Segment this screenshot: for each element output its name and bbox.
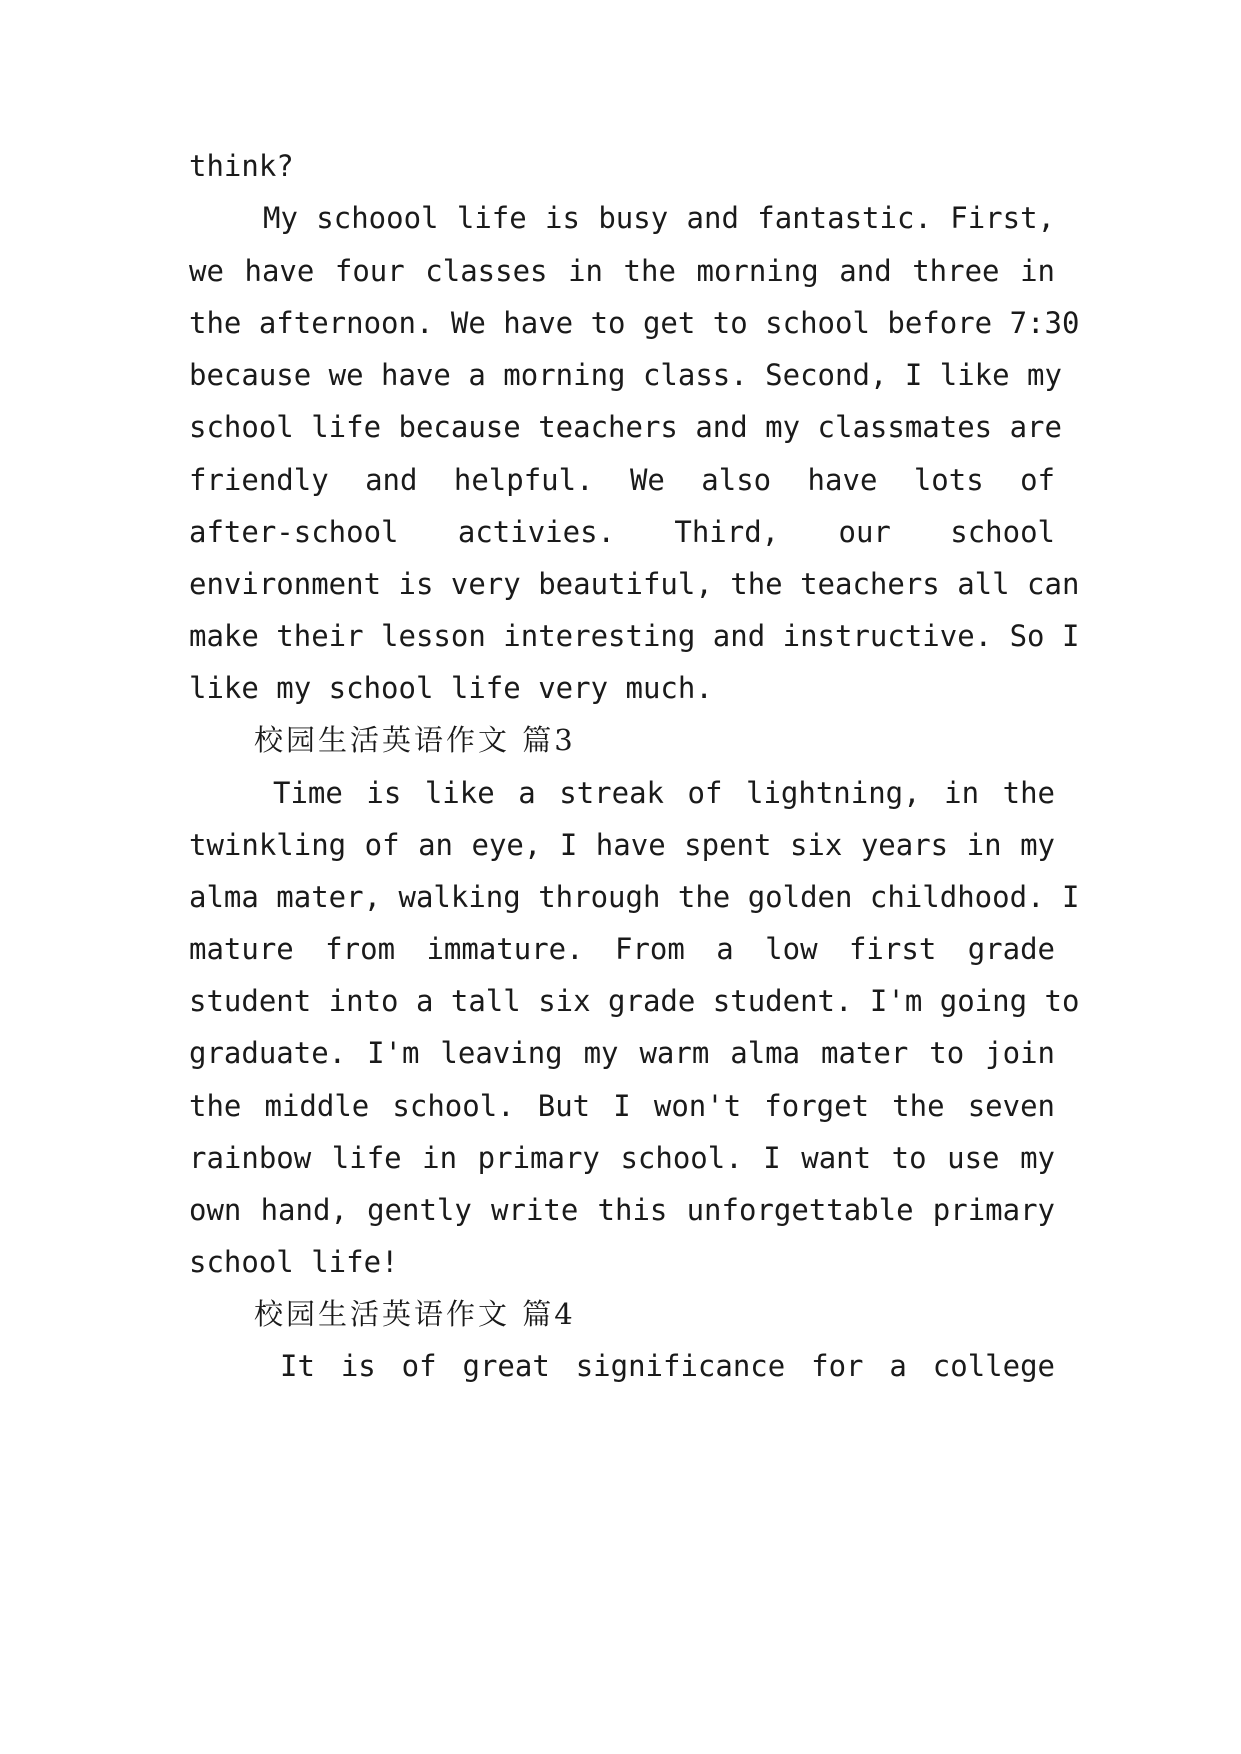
text-line: rainbow life in primary school. I want to use my [189, 1141, 1055, 1175]
text-line: twinkling of an eye, I have spent six years in my [189, 828, 1055, 862]
text-line: own hand, gently write this unforgettable primary [189, 1193, 1055, 1227]
text-line: the afternoon. We have to get to school before 7:30 [189, 306, 1080, 340]
text-line: mature from immature. From a low first grade [189, 932, 1055, 966]
paragraph-first-line: Time is like a streak of lightning, in the [273, 776, 1055, 810]
paragraph-first-line: It is of great significance for a college [280, 1349, 1055, 1383]
section-heading: 校园生活英语作文 篇3 [254, 723, 576, 757]
text-line: alma mater, walking through the golden childhood. I [189, 880, 1080, 914]
paragraph-last-line: like my school life very much. [189, 671, 713, 705]
text-line: school life because teachers and my classmates are [189, 410, 1062, 444]
text-line: after-school activies. Third, our school [189, 515, 1055, 549]
text-line: make their lesson interesting and instructive. So I [189, 619, 1080, 653]
text-line: think? [189, 149, 294, 183]
text-line: environment is very beautiful, the teachers all can [189, 567, 1080, 601]
text-line: the middle school. But I won't forget the seven [189, 1089, 1055, 1123]
text-line: graduate. I'm leaving my warm alma mater to join [189, 1036, 1055, 1070]
text-line: because we have a morning class. Second, I like my [189, 358, 1062, 392]
section-heading: 校园生活英语作文 篇4 [254, 1297, 576, 1331]
text-line: friendly and helpful. We also have lots of [189, 463, 1055, 497]
text-line: we have four classes in the morning and three in [189, 254, 1055, 288]
text-line: student into a tall six grade student. I'm going to [189, 984, 1080, 1018]
paragraph-first-line: My schoool life is busy and fantastic. First, [263, 201, 1055, 235]
paragraph-last-line: school life! [189, 1245, 399, 1279]
